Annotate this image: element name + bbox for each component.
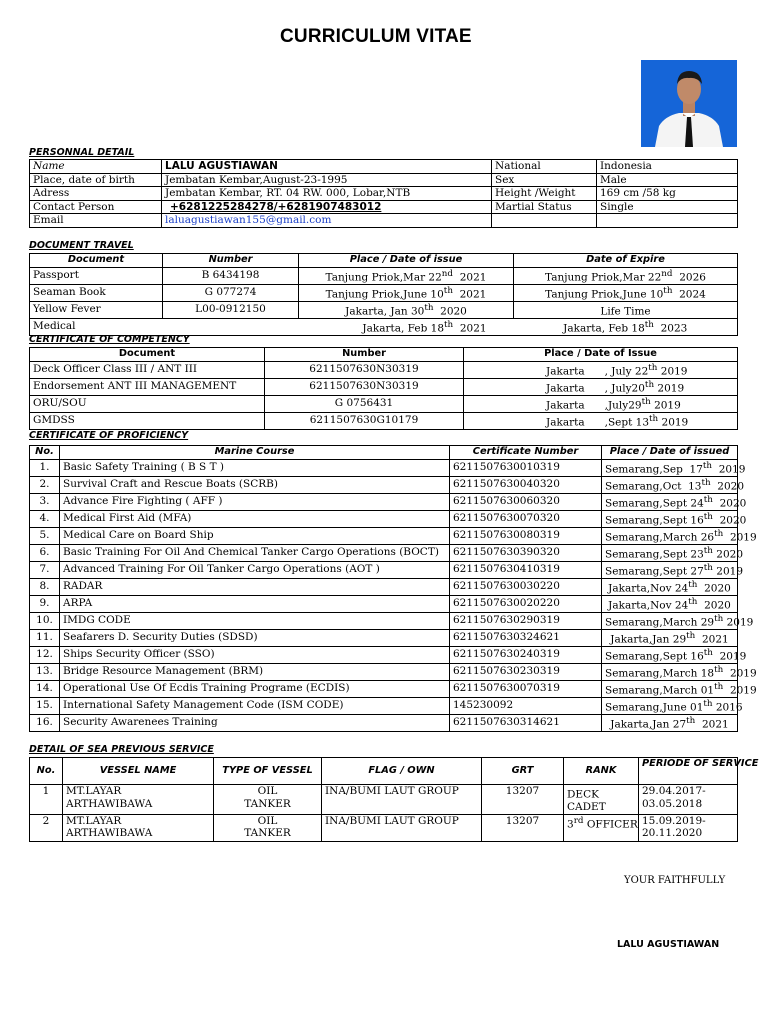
email-label: Email (30, 214, 162, 228)
personal-row (30, 187, 738, 201)
contact-value (162, 200, 492, 214)
proficiency-cert: 6211507630040320 (450, 476, 602, 493)
proficiency-place: Semarang,Oct 13th 2020 (602, 476, 738, 493)
proficiency-header-row (30, 446, 738, 460)
travel-place: Jakarta, Jan 30th 2020 (299, 301, 514, 318)
service-row (30, 785, 738, 815)
proficiency-course: Operational Use Of Ecdis Training Programe (ECDIS) (60, 680, 450, 697)
proficiency-cert: 6211507630390320 (450, 544, 602, 561)
proficiency-no: 11. (30, 629, 60, 646)
proficiency-row (30, 578, 738, 595)
proficiency-course: ARPA (60, 595, 450, 612)
marital-value: Single (597, 200, 738, 214)
page-title: CURRICULUM VITAE (280, 26, 472, 47)
competency-place: Jakarta , July 22th 2019 (464, 361, 738, 378)
proficiency-course: Advanced Training For Oil Tanker Cargo Operations (AOT ) (60, 561, 450, 578)
travel-number: G 077274 (163, 284, 299, 301)
proficiency-place: Semarang,March 18th 2019 (602, 663, 738, 680)
empty-label (492, 214, 597, 228)
proficiency-no: 6. (30, 544, 60, 561)
proficiency-no: 2. (30, 476, 60, 493)
travel-number: B 6434198 (163, 267, 299, 284)
contact-label: Contact Person (30, 200, 162, 214)
travel-col-expire: Date of Expire (514, 254, 738, 268)
proficiency-cert: 6211507630240319 (450, 646, 602, 663)
proficiency-cert: 6211507630010319 (450, 459, 602, 476)
travel-expire: Tanjung Priok,June 10th 2024 (514, 284, 738, 301)
proficiency-course: Advance Fire Fighting ( AFF ) (60, 493, 450, 510)
personal-table (29, 159, 738, 228)
competency-number: 6211507630N30319 (265, 361, 464, 378)
competency-number: 6211507630N30319 (265, 378, 464, 395)
travel-table (29, 253, 738, 336)
service-heading: DETAIL OF SEA PREVIOUS SERVICE (29, 744, 214, 755)
proficiency-place: Semarang,Sep 17th 2019 (602, 459, 738, 476)
travel-expire: Jakarta, Feb 18th 2023 (514, 318, 738, 335)
proficiency-place: Semarang,March 01th 2019 (602, 680, 738, 697)
travel-doc: Passport (30, 267, 163, 284)
proficiency-cert: 6211507630030220 (450, 578, 602, 595)
proficiency-table (29, 445, 757, 732)
proficiency-place: Jakarta,Nov 24th 2020 (602, 595, 738, 612)
proficiency-no: 16. (30, 714, 60, 731)
address-label: Adress (30, 187, 162, 201)
proficiency-col-course: Marine Course (60, 446, 450, 460)
proficiency-course: Seafarers D. Security Duties (SDSD) (60, 629, 450, 646)
service-flag: INA/BUMI LAUT GROUP (322, 814, 482, 841)
proficiency-place: Semarang,Sept 24th 2020 (602, 493, 738, 510)
proficiency-heading: CERTIFICATE OF PROFICIENCY (29, 430, 189, 441)
competency-doc: GMDSS (30, 412, 265, 429)
proficiency-course: Bridge Resource Management (BRM) (60, 663, 450, 680)
travel-doc: Seaman Book (30, 284, 163, 301)
competency-row (30, 378, 738, 395)
proficiency-course: RADAR (60, 578, 450, 595)
service-row (30, 814, 738, 841)
proficiency-place: Semarang,Sept 16th 2019 (602, 646, 738, 663)
profile-photo (641, 60, 737, 147)
competency-col-document: Document (30, 348, 265, 362)
proficiency-cert: 6211507630060320 (450, 493, 602, 510)
proficiency-cert: 6211507630290319 (450, 612, 602, 629)
competency-doc: ORU/SOU (30, 395, 265, 412)
proficiency-no: 1. (30, 459, 60, 476)
proficiency-row (30, 527, 738, 544)
proficiency-no: 14. (30, 680, 60, 697)
proficiency-row (30, 595, 738, 612)
proficiency-cert: 6211507630230319 (450, 663, 602, 680)
proficiency-course: International Safety Management Code (ISM CODE) (60, 697, 450, 714)
service-flag: INA/BUMI LAUT GROUP (322, 785, 482, 815)
competency-header-row (30, 348, 738, 362)
proficiency-row (30, 663, 738, 680)
travel-col-document: Document (30, 254, 163, 268)
service-type: OIL TANKER (214, 814, 322, 841)
competency-row (30, 395, 738, 412)
proficiency-course: Basic Safety Training ( B S T ) (60, 459, 450, 476)
height-weight-label: Height /Weight (492, 187, 597, 201)
competency-place: Jakarta ,July29th 2019 (464, 395, 738, 412)
proficiency-row (30, 697, 738, 714)
email-link[interactable]: laluagustiawan155@gmail.com (165, 214, 332, 226)
travel-doc: Medical (30, 318, 163, 335)
competency-number: G 0756431 (265, 395, 464, 412)
proficiency-place: Semarang,March 29th 2019 (602, 612, 738, 629)
marital-label: Martial Status (492, 200, 597, 214)
competency-row (30, 361, 738, 378)
service-grt: 13207 (482, 785, 564, 815)
national-label: National (492, 160, 597, 174)
proficiency-no: 7. (30, 561, 60, 578)
competency-row (30, 412, 738, 429)
proficiency-row (30, 612, 738, 629)
proficiency-row (30, 459, 738, 476)
service-table (29, 757, 759, 842)
proficiency-row (30, 629, 738, 646)
height-weight-value: 169 cm /58 kg (597, 187, 738, 201)
proficiency-cert: 6211507630080319 (450, 527, 602, 544)
proficiency-row (30, 544, 738, 561)
proficiency-place: Semarang,Sept 16th 2020 (602, 510, 738, 527)
national-value: Indonesia (597, 160, 738, 174)
proficiency-cert: 6211507630020220 (450, 595, 602, 612)
travel-number: L00-0912150 (163, 301, 299, 318)
proficiency-course: Basic Training For Oil And Chemical Tanker Cargo Operations (BOCT) (60, 544, 450, 561)
competency-table (29, 347, 738, 430)
proficiency-no: 9. (30, 595, 60, 612)
travel-row (30, 284, 738, 301)
name-value: LALU AGUSTIAWAN (162, 160, 492, 174)
birth-label: Place, date of birth (30, 173, 162, 187)
proficiency-no: 15. (30, 697, 60, 714)
service-rank: DECK CADET (564, 785, 639, 815)
travel-heading: DOCUMENT TRAVEL (29, 240, 134, 251)
service-period: 29.04.2017- 03.05.2018 (639, 785, 738, 815)
travel-doc: Yellow Fever (30, 301, 163, 318)
proficiency-place: Jakarta,Nov 24th 2020 (602, 578, 738, 595)
travel-row (30, 301, 738, 318)
personal-row (30, 160, 738, 174)
personal-row (30, 200, 738, 214)
proficiency-no: 13. (30, 663, 60, 680)
travel-place: Jakarta, Feb 18th 2021 (299, 318, 514, 335)
proficiency-place: Semarang,June 01th 2016 (602, 697, 738, 714)
empty-value (597, 214, 738, 228)
proficiency-course: Survival Craft and Rescue Boats (SCRB) (60, 476, 450, 493)
contact-phones: +6281225284278/+6281907483012 (170, 200, 382, 213)
proficiency-col-cert: Certificate Number (450, 446, 602, 460)
proficiency-col-no: No. (30, 446, 60, 460)
proficiency-cert: 6211507630324621 (450, 629, 602, 646)
proficiency-place: Semarang,Sept 23th 2020 (602, 544, 738, 561)
proficiency-row (30, 476, 738, 493)
service-no: 2 (30, 814, 63, 841)
competency-col-place: Place / Date of Issue (464, 348, 738, 362)
competency-place: Jakarta , July20th 2019 (464, 378, 738, 395)
proficiency-no: 10. (30, 612, 60, 629)
proficiency-course: Ships Security Officer (SSO) (60, 646, 450, 663)
proficiency-place: Jakarta,Jan 29th 2021 (602, 629, 738, 646)
proficiency-course: Medical First Aid (MFA) (60, 510, 450, 527)
proficiency-no: 4. (30, 510, 60, 527)
travel-expire: Life Time (514, 301, 738, 318)
proficiency-place: Semarang,Sept 27th 2019 (602, 561, 738, 578)
proficiency-cert: 6211507630410319 (450, 561, 602, 578)
competency-place: Jakarta ,Sept 13th 2019 (464, 412, 738, 429)
travel-header-row (30, 254, 738, 268)
proficiency-row (30, 561, 738, 578)
proficiency-place: Jakarta,Jan 27th 2021 (602, 714, 738, 731)
proficiency-row (30, 510, 738, 527)
personal-heading: PERSONNAL DETAIL (29, 147, 135, 158)
proficiency-cert: 6211507630070320 (450, 510, 602, 527)
sex-value: Male (597, 173, 738, 187)
proficiency-course: Medical Care on Board Ship (60, 527, 450, 544)
travel-place: Tanjung Priok,Mar 22nd 2021 (299, 267, 514, 284)
competency-doc: Deck Officer Class III / ANT III (30, 361, 265, 378)
travel-number (163, 318, 299, 335)
proficiency-row (30, 680, 738, 697)
service-header-row (30, 758, 738, 785)
proficiency-cert: 145230092 (450, 697, 602, 714)
personal-row (30, 173, 738, 187)
proficiency-row (30, 646, 738, 663)
service-col-no: No. (30, 758, 63, 785)
competency-col-number: Number (265, 348, 464, 362)
proficiency-cert: 6211507630314621 (450, 714, 602, 731)
closing-text: YOUR FAITHFULLY (624, 875, 726, 886)
competency-heading: CERTIFICATE OF COMPETENCY (29, 334, 190, 345)
proficiency-course: Security Awarenees Training (60, 714, 450, 731)
proficiency-no: 12. (30, 646, 60, 663)
service-type: OIL TANKER (214, 785, 322, 815)
service-col-type: TYPE OF VESSEL (214, 758, 322, 785)
service-no: 1 (30, 785, 63, 815)
name-label: Name (30, 160, 162, 174)
service-col-rank: RANK (564, 758, 639, 785)
competency-number: 6211507630G10179 (265, 412, 464, 429)
proficiency-no: 3. (30, 493, 60, 510)
service-vessel: MT.LAYAR ARTHAWIBAWA (63, 785, 214, 815)
service-col-vessel: VESSEL NAME (63, 758, 214, 785)
sex-label: Sex (492, 173, 597, 187)
competency-doc: Endorsement ANT III MANAGEMENT (30, 378, 265, 395)
travel-place: Tanjung Priok,June 10th 2021 (299, 284, 514, 301)
address-value: Jembatan Kembar, RT. 04 RW. 000, Lobar,NTB (162, 187, 492, 201)
proficiency-col-place: Place / Date of issued (602, 446, 738, 460)
service-period: 15.09.2019- 20.11.2020 (639, 814, 738, 841)
signature-name: LALU AGUSTIAWAN (617, 939, 720, 950)
proficiency-row (30, 493, 738, 510)
service-rank: 3rd OFFICER (564, 814, 639, 841)
travel-col-place: Place / Date of issue (299, 254, 514, 268)
service-col-grt: GRT (482, 758, 564, 785)
travel-row (30, 318, 738, 335)
proficiency-no: 5. (30, 527, 60, 544)
travel-col-number: Number (163, 254, 299, 268)
personal-row (30, 214, 738, 228)
birth-value: Jembatan Kembar,August-23-1995 (162, 173, 492, 187)
service-grt: 13207 (482, 814, 564, 841)
proficiency-place: Semarang,March 26th 2019 (602, 527, 738, 544)
service-col-flag: FLAG / OWN (322, 758, 482, 785)
proficiency-course: IMDG CODE (60, 612, 450, 629)
service-vessel: MT.LAYAR ARTHAWIBAWA (63, 814, 214, 841)
service-col-period: PERIODE OF SERVICE (639, 758, 738, 785)
proficiency-row (30, 714, 738, 731)
email-cell (162, 214, 492, 228)
proficiency-cert: 6211507630070319 (450, 680, 602, 697)
travel-expire: Tanjung Priok,Mar 22nd 2026 (514, 267, 738, 284)
travel-row (30, 267, 738, 284)
proficiency-no: 8. (30, 578, 60, 595)
